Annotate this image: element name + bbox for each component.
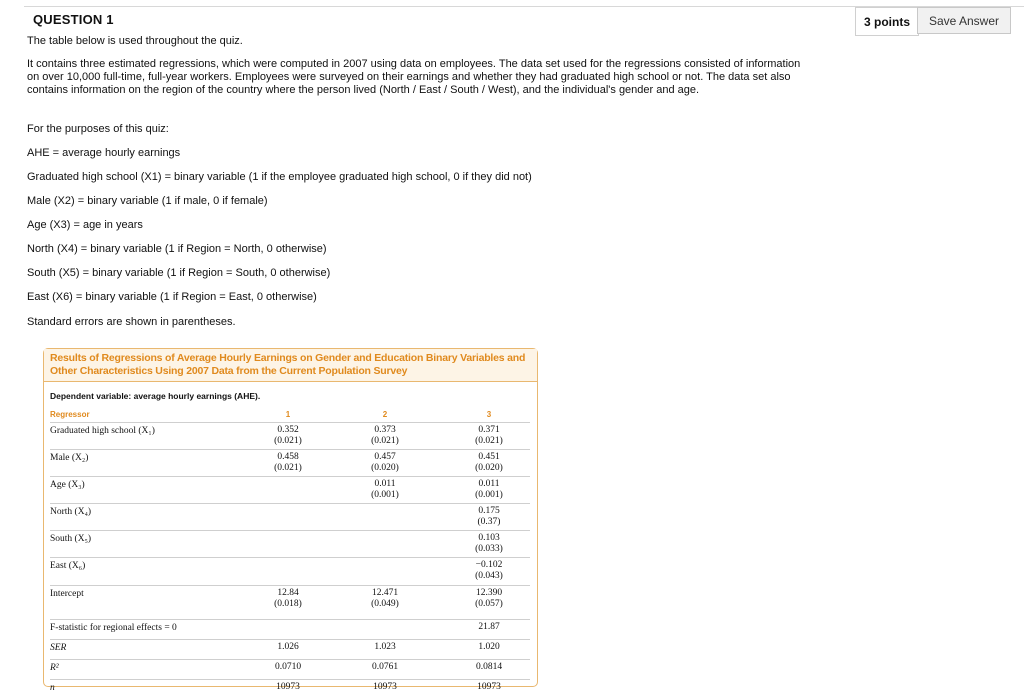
- definition-ahe: AHE = average hourly earnings: [27, 147, 181, 159]
- stats-row: [50, 620, 530, 640]
- row-label: Male (X₂): [50, 453, 89, 463]
- cell-col-2: 1.023: [374, 642, 396, 652]
- table-body: [50, 423, 530, 699]
- table-row: [50, 586, 530, 620]
- cell-col-1: 10973: [276, 682, 300, 692]
- cell-col-3: 1.020: [478, 642, 500, 652]
- cell-col-3: −0.102 (0.043): [475, 560, 503, 581]
- stats-row: [50, 660, 530, 680]
- cell-col-2: 0.457 (0.020): [371, 452, 399, 473]
- table-row: [50, 423, 530, 450]
- points-badge: 3 points: [855, 7, 919, 36]
- cell-col-3: 0.371 (0.021): [475, 425, 503, 446]
- definition-x3: Age (X3) = age in years: [27, 219, 143, 231]
- cell-col-3: 12.390 (0.057): [475, 588, 503, 609]
- cell-col-3: 10973: [477, 682, 501, 692]
- header-regressor: Regressor: [50, 410, 90, 419]
- cell-col-3: 0.011 (0.001): [475, 479, 503, 500]
- table-row: [50, 477, 530, 504]
- intro-text: The table below is used throughout the quiz.: [27, 35, 243, 47]
- definition-x1: Graduated high school (X1) = binary variable (1 if the employee graduated high school, 0 if they did not): [27, 171, 532, 183]
- std-error-note: Standard errors are shown in parentheses.: [27, 316, 236, 328]
- cell-col-1: 0.352 (0.021): [274, 425, 302, 446]
- row-label: Intercept: [50, 589, 84, 599]
- cell-col-2: 10973: [373, 682, 397, 692]
- definition-x5: South (X5) = binary variable (1 if Region = South, 0 otherwise): [27, 267, 331, 279]
- table-grid: [50, 409, 530, 699]
- cell-col-1: 1.026: [277, 642, 299, 652]
- stat-label: R²: [50, 663, 59, 673]
- cell-col-3: 0.0814: [475, 662, 503, 672]
- cell-col-3: 0.451 (0.020): [475, 452, 503, 473]
- row-label: East (X₆): [50, 561, 86, 571]
- regression-table: [43, 348, 538, 693]
- definition-x4: North (X4) = binary variable (1 if Region = North, 0 otherwise): [27, 243, 327, 255]
- cell-col-1: 0.458 (0.021): [274, 452, 302, 473]
- row-label: North (X₄): [50, 507, 92, 517]
- dependent-variable: Dependent variable: average hourly earnings (AHE).: [50, 391, 261, 401]
- stat-label: n: [50, 683, 55, 693]
- table-title: Results of Regressions of Average Hourly Earnings on Gender and Education Binary Variables and Other Characteristics Using 2007 Data from the Current Population Survey: [44, 349, 537, 382]
- row-label: Age (X₃): [50, 480, 85, 490]
- cell-col-2: 12.471 (0.049): [371, 588, 399, 609]
- header-col-1: 1: [285, 410, 291, 419]
- row-label: South (X₅): [50, 534, 92, 544]
- stats-row: [50, 640, 530, 660]
- definition-x2: Male (X2) = binary variable (1 if male, 0 if female): [27, 195, 268, 207]
- save-answer-button[interactable]: Save Answer: [917, 7, 1011, 34]
- cell-col-3: 21.87: [478, 622, 500, 632]
- cell-col-1: 0.0710: [274, 662, 302, 672]
- table-row: [50, 531, 530, 558]
- cell-col-3: 0.175 (0.37): [477, 506, 501, 527]
- cell-col-1: 12.84 (0.018): [274, 588, 302, 609]
- stats-row: [50, 680, 530, 699]
- description-text: It contains three estimated regressions, which were computed in 2007 using data on employees. The data set used for the regressions consisted of information on over 10,000 full-time, full-year workers. Employees were surveyed on their earnings and whether they had graduated high school or not. The data set also contains information on the region of the country where the person lived (North / East / South / West), and the individual's gender and age.: [27, 58, 801, 96]
- table-header-row: [50, 409, 530, 423]
- stat-label: F-statistic for regional effects = 0: [50, 623, 177, 633]
- table-row: [50, 504, 530, 531]
- stat-label: SER: [50, 643, 67, 653]
- cell-col-2: 0.373 (0.021): [371, 425, 399, 446]
- cell-col-3: 0.103 (0.033): [475, 533, 503, 554]
- definition-x6: East (X6) = binary variable (1 if Region = East, 0 otherwise): [27, 291, 317, 303]
- header-col-3: 3: [486, 410, 492, 419]
- purpose-text: For the purposes of this quiz:: [27, 123, 169, 135]
- table-row: [50, 558, 530, 586]
- header-col-2: 2: [382, 410, 388, 419]
- question-body: [27, 35, 802, 328]
- row-label: Graduated high school (X₁): [50, 426, 155, 436]
- table-row: [50, 450, 530, 477]
- cell-col-2: 0.0761: [371, 662, 399, 672]
- cell-col-2: 0.011 (0.001): [371, 479, 399, 500]
- question-title: QUESTION 1: [33, 12, 114, 27]
